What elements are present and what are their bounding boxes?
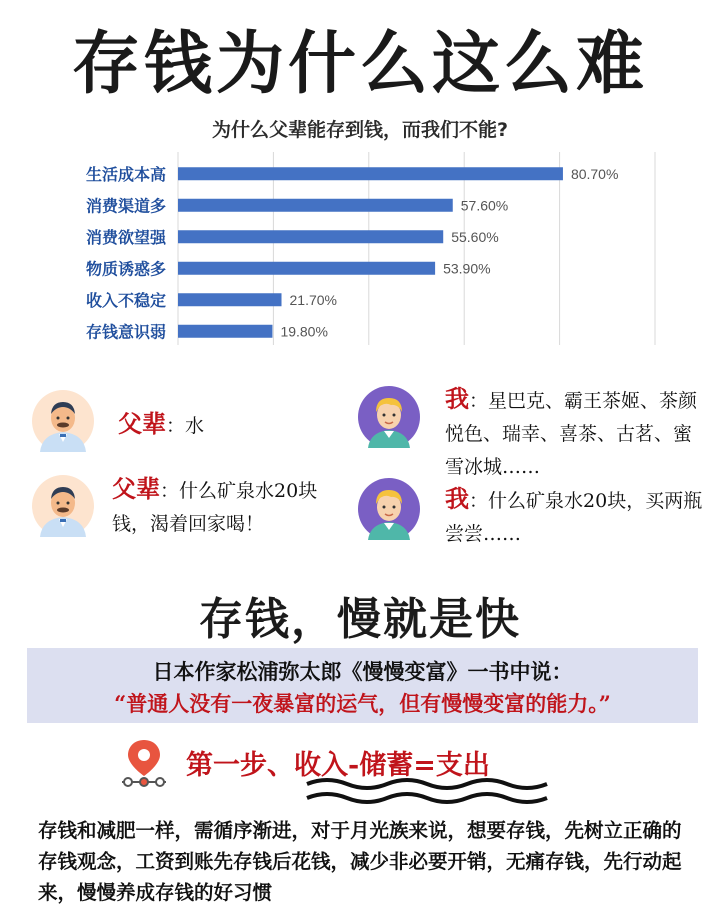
body-paragraph: 存钱和减肥一样，需循序渐进，对于月光族来说，想要存钱，先树立正确的存钱观念，工资到账先存钱后花钱，减少非必要开销，无痛存钱，先行动起来，慢慢养成存钱的好习惯 [38, 819, 682, 904]
bar [178, 293, 282, 306]
quote-text: “普通人没有一夜暴富的运气，但有慢慢变富的能力。” [114, 691, 611, 716]
bar [178, 262, 435, 275]
value-label: 19.80% [280, 323, 328, 340]
category-label: 消费渠道多 [85, 196, 166, 216]
dialogue-me-2 [445, 482, 707, 551]
category-label: 存钱意识弱 [85, 322, 166, 342]
dialogue-me-1 [445, 382, 707, 484]
section-heading: 存钱，慢就是快 [199, 594, 521, 645]
dialogue-text: 星巴克、霸王茶姬、茶颜悦色、瑞幸、喜茶、古茗、蜜雪冰城…… [445, 390, 698, 478]
value-label: 55.60% [451, 228, 499, 245]
bar [178, 167, 563, 180]
quote-box [27, 648, 698, 723]
location-pin-icon [118, 736, 170, 788]
bar-chart [0, 150, 720, 350]
young-man-avatar-icon [358, 386, 420, 448]
value-label: 21.70% [289, 291, 337, 308]
elder-man-avatar-icon [32, 475, 94, 537]
speaker-sep: ： [160, 480, 180, 502]
dialogue-text: 水 [185, 415, 205, 437]
value-label: 80.70% [570, 165, 619, 182]
bar [178, 230, 443, 243]
speaker-sep: ： [469, 390, 489, 412]
speaker-label: 父辈 [118, 409, 166, 438]
dialogue-elder-2 [112, 472, 347, 541]
dialogue-elder-1 [118, 407, 204, 443]
speaker-sep: ： [166, 415, 186, 437]
wavy-underline [305, 774, 550, 808]
value-label: 53.90% [443, 260, 491, 277]
bar [178, 199, 453, 212]
quote-intro: 日本作家松浦弥太郎《慢慢变富》一书中说： [152, 659, 573, 684]
young-man-avatar-icon [358, 478, 420, 540]
dialogue-text: 什么矿泉水20块钱，渴着回家喝！ [112, 480, 318, 535]
value-label: 57.60% [460, 197, 509, 214]
speaker-label: 我 [445, 384, 469, 413]
category-label: 生活成本高 [85, 164, 166, 184]
speaker-label: 父辈 [112, 474, 160, 503]
step-title: 第一步、收入-储蓄=支出 [186, 750, 490, 781]
category-label: 收入不稳定 [85, 290, 166, 310]
chart-title: 为什么父辈能存到钱，而我们不能? [211, 119, 509, 141]
dialogue-text: 什么矿泉水20块，买两瓶尝尝…… [445, 490, 703, 545]
speaker-sep: ： [469, 490, 489, 512]
page-title: 存钱为什么这么难 [71, 25, 648, 104]
bar [178, 325, 272, 338]
category-label: 消费欲望强 [85, 227, 166, 247]
elder-man-avatar-icon [32, 390, 94, 452]
speaker-label: 我 [445, 484, 469, 513]
category-label: 物质诱惑多 [85, 259, 166, 279]
